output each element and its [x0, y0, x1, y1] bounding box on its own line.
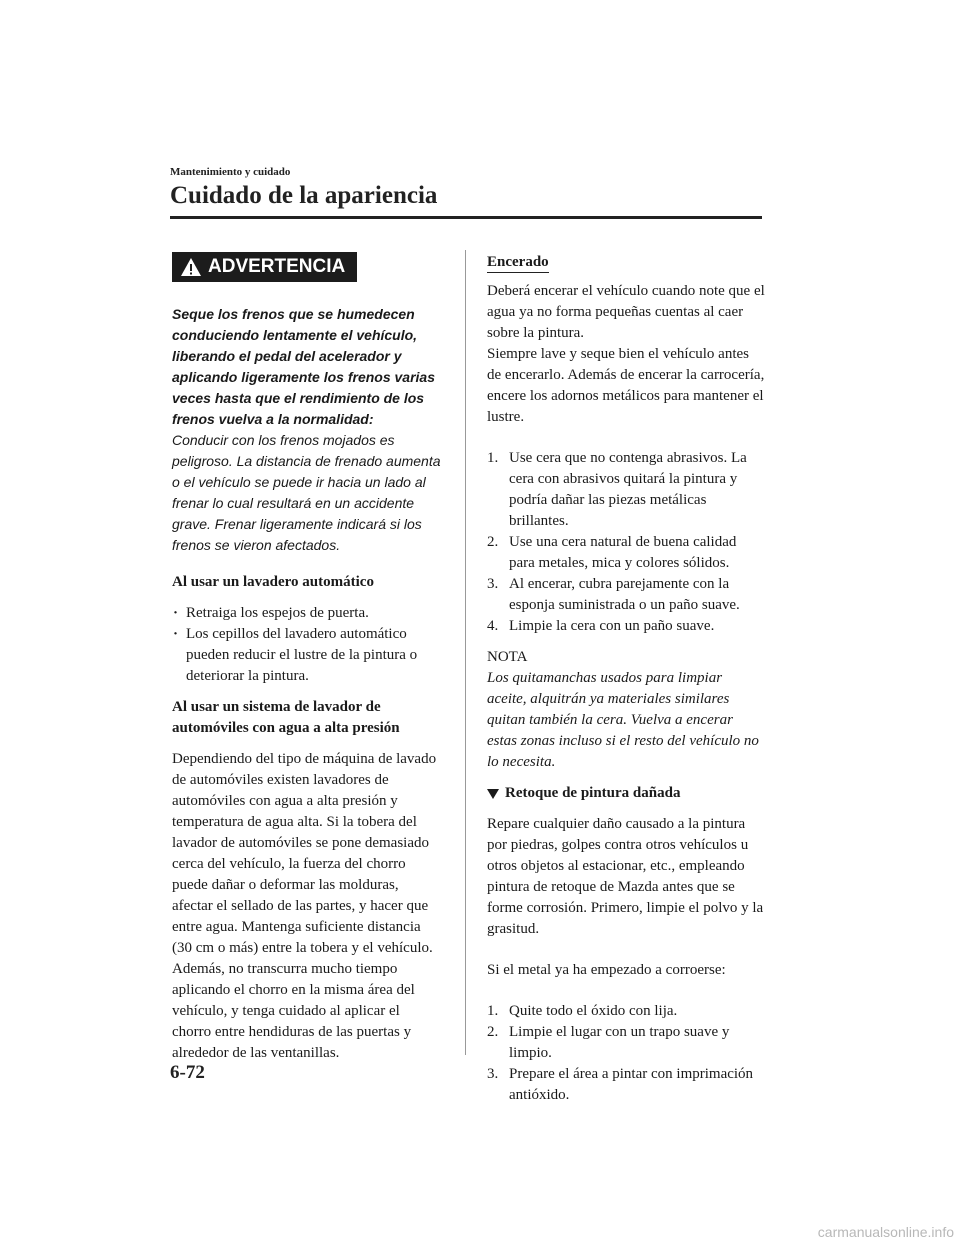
high-pressure-text: Dependiendo del tipo de máquina de lavado de automóviles existen lavadores de automóviles con agua a alta presión y temperatura de agua alta. Si la tobera del lavador de automóviles se pone demasiado cerca del vehículo, la fuerza del chorro puede dañar o deformar las molduras, afectar el sellado de las partes, y hacer que entre agua. Mantenga suficiente distancia (30 cm o más) entre la tobera y el vehículo. Además, no transcurra mucho tiempo aplicando el chorro en la misma área del vehículo, y tenga cuidado al aplicar el chorro entre hendiduras de las puertas y alrededor de las ventanillas.: [172, 751, 437, 1061]
warning-text: Conducir con los frenos mojados es peligroso. La distancia de frenado aumenta o el vehículo se puede ir hacia un lado al frenar lo cual resultará en un accidente grave. Frenar ligeramente indicará si los frenos se vieron afectados.: [172, 432, 441, 553]
list-item: [487, 616, 765, 637]
waxing-steps: [487, 448, 765, 637]
step-number: 1.: [487, 1003, 499, 1019]
list-item: [487, 574, 765, 616]
step-text: Limpie la cera con un paño suave.: [509, 618, 715, 634]
page-title: Cuidado de la apariencia: [170, 182, 438, 209]
watermark: carmanualsonline.info: [817, 1224, 954, 1240]
waxing-heading: Encerado: [487, 252, 549, 273]
step-number: 1.: [487, 450, 499, 466]
touchup-steps: [487, 1001, 765, 1106]
step-text: Prepare el área a pintar con imprimación antióxido.: [509, 1066, 754, 1103]
high-pressure-heading: Al usar un sistema de lavador de automóviles con agua a alta presión: [172, 699, 400, 736]
step-number: 3.: [487, 576, 499, 592]
touchup-heading-label: Retoque de pintura dañada: [505, 785, 681, 801]
note-text: Los quitamanchas usados para limpiar aceite, alquitrán ya materiales similares quitan también la cera. Vuelva a encerar estas zonas incluso si el resto del vehículo no lo necesita.: [487, 670, 759, 770]
warning-bold-text: Seque los frenos que se humedecen conduciendo lentamente el vehículo, liberando el pedal del acelerador y aplicando ligeramente los frenos varias veces hasta que el rendimiento de los frenos vuelva a la normalidad:: [172, 306, 435, 427]
warning-label: ADVERTENCIA: [208, 256, 346, 277]
right-column: [487, 252, 765, 1106]
warning-header: [172, 252, 357, 282]
list-item: [487, 448, 765, 532]
left-column: [172, 252, 442, 1064]
list-item: [487, 532, 765, 574]
list-item: · Retraiga los espejos de puerta.: [172, 603, 442, 624]
warning-triangle-icon: [180, 257, 202, 277]
step-text: Use cera que no contenga abrasivos. La cera con abrasivos quitará la pintura y podría dañar las piezas metálicas brillantes.: [509, 450, 747, 529]
step-number: 3.: [487, 1066, 499, 1082]
section-label: Mantenimiento y cuidado: [170, 166, 291, 178]
list-item: [487, 1001, 765, 1022]
automatic-wash-list: [172, 603, 442, 687]
step-text: Al encerar, cubra parejamente con la esponja suministrada o un paño suave.: [509, 576, 740, 613]
note-label: NOTA: [487, 649, 528, 665]
step-number: 4.: [487, 618, 499, 634]
step-text: Limpie el lugar con un trapo suave y limpio.: [509, 1024, 730, 1061]
touchup-paragraph-1: Repare cualquier daño causado a la pintura por piedras, golpes contra otros vehículos u otros objetos al estacionar, etc., empleando pintura de retoque de Mazda antes que se forme corrosión. Primero, limpie el polvo y la grasitud.: [487, 816, 764, 937]
waxing-paragraph-2: Siempre lave y seque bien el vehículo antes de encerarlo. Además de encerar la carrocería, encere los adornos metálicos para mantener el lustre.: [487, 346, 765, 425]
automatic-wash-heading: Al usar un lavadero automático: [172, 574, 374, 590]
step-number: 2.: [487, 1024, 499, 1040]
touchup-heading: [487, 783, 765, 804]
list-item: [487, 1022, 765, 1064]
step-number: 2.: [487, 534, 499, 550]
step-text: Use una cera natural de buena calidad para metales, mica y colores sólidos.: [509, 534, 737, 571]
step-text: Quite todo el óxido con lija.: [509, 1003, 678, 1019]
list-item: · Los cepillos del lavadero automático pueden reducir el lustre de la pintura o deteriorar la pintura.: [172, 624, 442, 687]
title-rule: [170, 216, 762, 219]
touchup-paragraph-2: Si el metal ya ha empezado a corroerse:: [487, 962, 726, 978]
page-number: 6-72: [170, 1062, 205, 1083]
waxing-paragraph-1: Deberá encerar el vehículo cuando note que el agua ya no forma pequeñas cuentas al caer sobre la pintura.: [487, 283, 765, 341]
list-item: [487, 1064, 765, 1106]
down-triangle-icon: [487, 788, 499, 800]
column-divider: [465, 250, 466, 1055]
